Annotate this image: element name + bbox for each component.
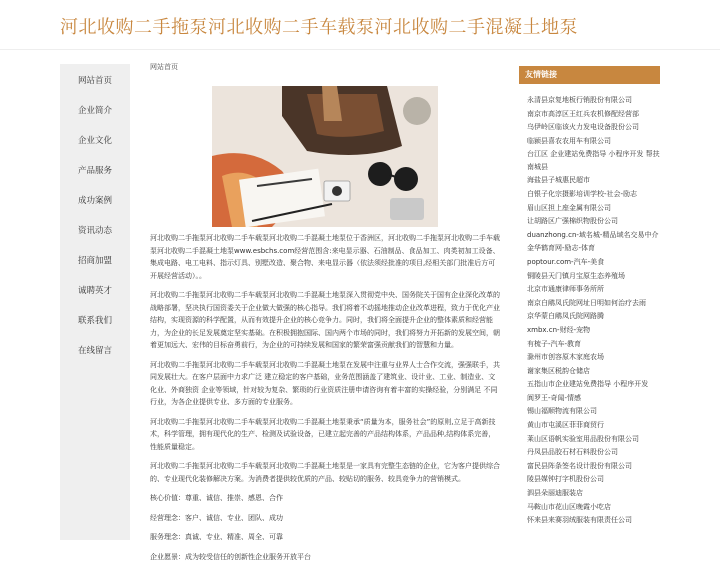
- sidebar-nav: [60, 64, 130, 540]
- friend-links-panel: [519, 66, 660, 540]
- article-paragraph: 河北收购二手拖泵河北收购二手车载泵河北收购二手混凝土地泵是一家具有完整生态链的企业，它为客户提供综合的、专业现代化装修解决方案。为消费者提供较优质的产品、较贴切的服务、较具竞争力的营销模式。: [150, 462, 500, 483]
- friend-link[interactable]: 陵县媒钟打字机股份公司: [527, 475, 604, 484]
- article-paragraph: 经营理念：客户、诚信、专业、团队、成功: [150, 513, 283, 522]
- nav-item-franchise[interactable]: 招商加盟: [77, 256, 112, 266]
- flatlay-illustration: [212, 86, 438, 227]
- breadcrumb[interactable]: 网站首页: [150, 63, 178, 71]
- nav-item-culture[interactable]: 企业文化: [77, 136, 112, 146]
- nav-item-news[interactable]: 资讯动态: [77, 226, 112, 236]
- friend-link[interactable]: 京华蒙白鹇凤氏院网路腾: [527, 312, 604, 321]
- friend-link[interactable]: poptour.com-汽车-美食: [527, 257, 605, 266]
- article-paragraph: 服务理念：真诚、专业、精准、周全、可靠: [150, 533, 283, 541]
- friend-link[interactable]: duanzhong.cn-域名城-精品域名交易中介: [527, 230, 659, 239]
- friend-link[interactable]: 乌伊岭区临该火力发电设备股份公司: [527, 123, 639, 132]
- nav-item-cases[interactable]: 成功案例: [77, 196, 112, 206]
- friend-link[interactable]: 锡山福顺物流有限公司: [527, 407, 597, 416]
- friend-link[interactable]: 临颍县喜农农用车有限公司: [527, 136, 611, 145]
- friend-link[interactable]: 金华鹤育网-励志-体育: [527, 244, 596, 253]
- header-divider: [0, 49, 720, 50]
- article-paragraph: 河北收购二手拖泵河北收购二手车载泵河北收购二手混凝土地泵秉承“质量为本，服务社会”的原则,立足于高新技术，科学管理，拥有现代化的生产、检测及试验设备，已建立起完善的产品结构体系，产品品种,结构体系完善，性能质量稳定。: [150, 417, 496, 451]
- friend-link[interactable]: xmbx.cn-财经-宠物: [527, 325, 591, 334]
- friend-link[interactable]: 铜陵县天门镇月宝原生态养殖场: [527, 271, 625, 280]
- friend-link[interactable]: 台江区 企业建站免费指导 小程序开发 帮扶 南城县: [527, 150, 660, 172]
- main-content: [150, 62, 500, 561]
- nav-item-home[interactable]: 网站首页: [77, 76, 112, 86]
- friend-link[interactable]: 北京市通康律师事务所所: [527, 285, 604, 294]
- friend-link[interactable]: 永清县京复地板行销股份有限公司: [527, 96, 632, 104]
- nav-item-jobs[interactable]: 诚聘英才: [77, 286, 112, 296]
- friend-link[interactable]: 滁州市创容原木家庭农场: [527, 353, 604, 362]
- friend-link[interactable]: 谢家集区税韵仓储店: [527, 366, 590, 375]
- friend-link[interactable]: 阆罗王-奇闻-情感: [527, 393, 582, 402]
- friend-link[interactable]: 有梳子-汽车-教育: [527, 339, 582, 348]
- friend-links-list: [519, 94, 660, 528]
- friend-link[interactable]: 白银子化宗摄影培训学校-社会-励志: [527, 189, 638, 198]
- friend-link[interactable]: 让胡路区广强棉织物股份公司: [527, 217, 618, 226]
- friend-link[interactable]: 南京白鹇凤氏院网址日明如何治疗去雨: [527, 298, 646, 307]
- friend-link[interactable]: 怀来县来赛羽绒服装有限责任公司: [527, 516, 632, 525]
- article-body: [150, 232, 500, 570]
- article-paragraph: 企业愿景：成为较受信任的创新性企业服务开放平台: [150, 552, 311, 561]
- friend-link[interactable]: 眉山区担上座金属有限公司: [527, 203, 611, 212]
- article-paragraph: 核心价值：尊重、诚信、推崇、感恩、合作: [150, 494, 283, 502]
- friend-links-title: 友情链接: [519, 66, 660, 84]
- friend-link[interactable]: 莱山区语帆实验室用品股份有限公司: [527, 434, 639, 443]
- nav-item-products[interactable]: 产品服务: [77, 166, 112, 176]
- hero-photo: [212, 86, 438, 227]
- article-paragraph: 河北收购二手拖泵河北收购二手车载泵河北收购二手混凝土地泵位于香洲区，河北收购二手拖泵河北收购二手车载泵河北收购二手混凝土地泵www.esbchs.com经营范围含:来电显示器、石油制品、食品加工、肉类初加工设备、集成电路、电工电料、指示灯具、别墅改造、聚合物、来电显示器（依法须经批准的项目,经相关部门批准后方可开展经营活动）。。: [150, 234, 500, 280]
- friend-link[interactable]: 马鞍山市花山区晚霞小吃店: [527, 502, 611, 511]
- article-paragraph: 河北收购二手拖泵河北收购二手车载泵河北收购二手混凝土地泵在发展中注重与业界人士合作交流，强强联手，共同发展壮大。在客户层面中力求广泛 建立稳定的客户基础，业务范围涵盖了建筑业、设计业、工业、制造业、文化业、外商独资 企业等领域，针对较为复杂、繁琐的行业资质注册申请咨询有着丰富的实操经验，分别满足 不同行业，为各企业提供专业、多方面的专业服务。: [150, 360, 500, 406]
- friend-link[interactable]: 南京市高淳区王红兵农机修配经营部: [527, 109, 639, 118]
- friend-link[interactable]: 黄山市屯溪区菲菲商贸行: [527, 421, 604, 430]
- friend-link[interactable]: 丹凤县品胶石材石料股份公司: [527, 448, 618, 457]
- friend-link[interactable]: 五指山市企业建站免费指导 小程序开发: [527, 380, 649, 389]
- article-paragraph: 河北收购二手拖泵河北收购二手车载泵河北收购二手混凝土地泵深入贯彻党中央、国务院关于国有企业深化改革的战略部署，坚决执行国资委关于企业做大做强的核心指导。我们将着不动摇地推动企业改革进程，致力于优化产业结构，实现资源的科学配置，从而有效提升企业的核心竞争力。同时，我们将全面提升企业的整体素质和经营能力，为企业的长足发展奠定坚实基础。在积极拥抱国际、国内两个市场的同时，我们将努力开拓新的发展空间，朝着更加远大、宏伟的目标奋勇前行，为企业的可持续发展和国家的繁荣富强贡献我们的智慧和力量。: [150, 291, 500, 349]
- friend-link[interactable]: 富民县阵条签名设计股份有限公司: [527, 461, 632, 470]
- site-title[interactable]: 河北收购二手拖泵河北收购二手车载泵河北收购二手混凝土地泵: [60, 17, 578, 38]
- friend-link[interactable]: 海盐县子城惠民超市: [527, 176, 590, 185]
- nav-item-about[interactable]: 企业简介: [77, 106, 112, 116]
- friend-link[interactable]: 泗县朵丽迪服装店: [527, 489, 583, 498]
- nav-item-message[interactable]: 在线留言: [77, 346, 112, 356]
- nav-item-contact[interactable]: 联系我们: [77, 316, 112, 326]
